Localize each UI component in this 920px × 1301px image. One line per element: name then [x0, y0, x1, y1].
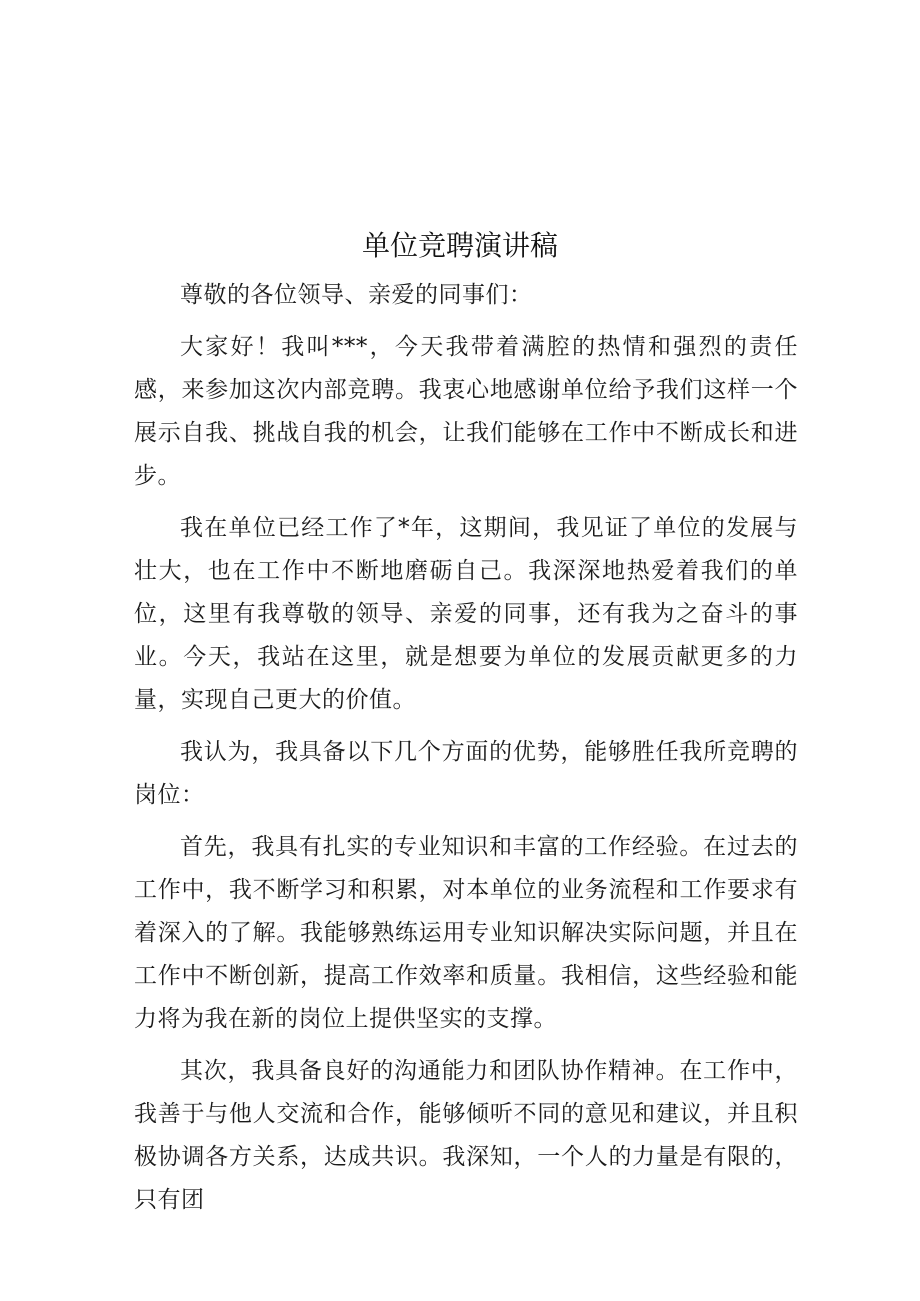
paragraph-first-advantage: 首先，我具有扎实的专业知识和丰富的工作经验。在过去的工作中，我不断学习和积累，对本单位的业务流程和工作要求有着深入的了解。我能够熟练运用专业知识解决实际问题，并且在工作中不断创新，提高工作效率和质量。我相信，这些经验和能力将为我在新的岗位上提供坚实的支撑。 [134, 834, 798, 1032]
paragraph-greeting: 大家好！我叫***，今天我带着满腔的热情和强烈的责任感，来参加这次内部竞聘。我衷心地感谢单位给予我们这样一个展示自我、挑战自我的机会，让我们能够在工作中不断成长和进步。 [134, 334, 798, 489]
paragraph-advantages-intro: 我认为，我具备以下几个方面的优势，能够胜任我所竞聘的岗位： [134, 739, 798, 808]
paragraph-background: 我在单位已经工作了*年，这期间，我见证了单位的发展与壮大，也在工作中不断地磨砺自己。我深深地热爱着我们的单位，这里有我尊敬的领导、亲爱的同事，还有我为之奋斗的事业。今天，我站在这里，就是想要为单位的发展贡献更多的力量，实现自己更大的价值。 [134, 515, 798, 713]
document-title: 单位竞聘演讲稿 [361, 229, 558, 262]
document-body [134, 274, 798, 1231]
paragraph-salutation: 尊敬的各位领导、亲爱的同事们： [180, 282, 533, 308]
paragraph-second-advantage: 其次，我具备良好的沟通能力和团队协作精神。在工作中，我善于与他人交流和合作，能够倾听不同的意见和建议，并且积极协调各方关系，达成共识。我深知，一个人的力量是有限的，只有团 [134, 1058, 798, 1213]
